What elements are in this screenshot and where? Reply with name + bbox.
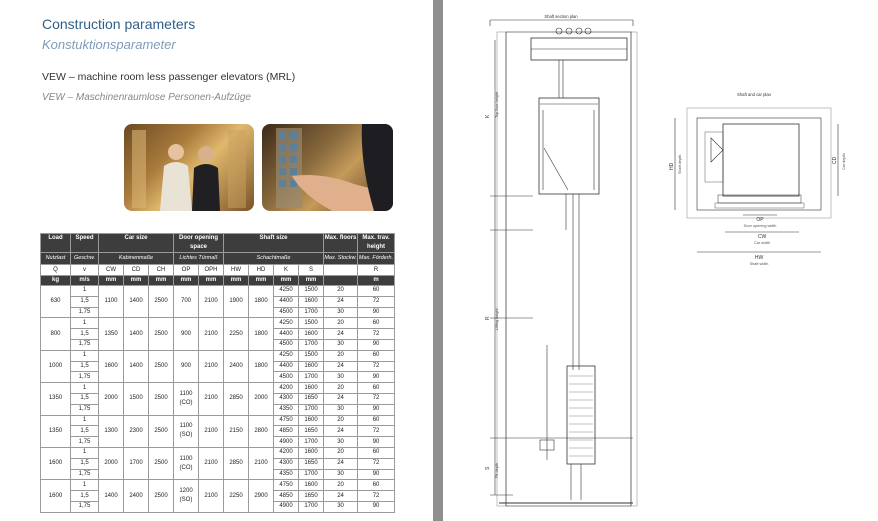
cell-speed: 1: [71, 447, 99, 458]
cell-car-depth: 2300: [124, 415, 149, 447]
cell-max-floors: 20: [324, 415, 358, 426]
cell-speed: 1,75: [71, 307, 99, 318]
cell-max-travel: 60: [358, 447, 395, 458]
page-title-german: Konstuktionsparameter: [42, 37, 176, 52]
symbol-q: Q: [41, 265, 71, 276]
cell-pit-depth: 1600: [299, 447, 324, 458]
unit-kg: kg: [41, 276, 71, 286]
cell-car-width: 1400: [99, 480, 124, 512]
cell-max-travel: 72: [358, 491, 395, 502]
cell-top-floor-height: 4750: [274, 415, 299, 426]
cell-door-width: 1100 (SO): [174, 415, 199, 447]
cell-speed: 1,75: [71, 501, 99, 512]
cell-top-floor-height: 4750: [274, 480, 299, 491]
cell-top-floor-height: 4400: [274, 296, 299, 307]
cell-car-width: 2000: [99, 383, 124, 415]
cell-shaft-width: 2850: [224, 447, 249, 479]
table-row: [41, 415, 395, 426]
cell-car-width: 2000: [99, 447, 124, 479]
header-car-size-de: Kabinenmaße: [99, 253, 174, 265]
unit-mm: mm: [224, 276, 249, 286]
symbol-hd: HD: [249, 265, 274, 276]
cell-pit-depth: 1600: [299, 296, 324, 307]
table-row: [41, 350, 395, 361]
cell-max-floors: 20: [324, 383, 358, 394]
cell-pit-depth: 1600: [299, 415, 324, 426]
plan-title-label: Shaft and car plan: [737, 92, 771, 97]
unit-mm: mm: [274, 276, 299, 286]
cell-max-floors: 24: [324, 393, 358, 404]
table-row: [41, 286, 395, 297]
cell-pit-depth: 1600: [299, 329, 324, 340]
cell-car-width: 1300: [99, 415, 124, 447]
cell-car-height: 2500: [149, 318, 174, 350]
table-row: [41, 383, 395, 394]
cell-top-floor-height: 4350: [274, 469, 299, 480]
cell-max-floors: 30: [324, 307, 358, 318]
cell-door-height: 2100: [199, 447, 224, 479]
hw-dimension-desc: Shaft width: [749, 262, 769, 266]
unit-mm: mm: [199, 276, 224, 286]
cell-max-floors: 30: [324, 469, 358, 480]
table-row: [41, 318, 395, 329]
shaft-car-plan-drawing: [675, 108, 838, 252]
cell-car-depth: 1700: [124, 447, 149, 479]
table-unit-row: [41, 276, 395, 286]
cell-max-floors: 20: [324, 447, 358, 458]
r-dimension-desc: Lifting height: [495, 308, 499, 330]
cell-speed: 1,75: [71, 404, 99, 415]
page-title: Construction parameters: [42, 16, 196, 32]
cell-door-width: 700: [174, 286, 199, 318]
cell-shaft-width: 2400: [224, 350, 249, 382]
cell-max-travel: 90: [358, 339, 395, 350]
cell-max-floors: 24: [324, 426, 358, 437]
cell-shaft-width: 2250: [224, 480, 249, 512]
cell-max-travel: 90: [358, 501, 395, 512]
cell-pit-depth: 1650: [299, 426, 324, 437]
cell-max-floors: 20: [324, 480, 358, 491]
r-dimension-label: R: [485, 316, 491, 320]
cell-load: 1350: [41, 415, 71, 447]
op-dimension-desc: Door opening width: [743, 224, 777, 228]
cell-door-width: 900: [174, 318, 199, 350]
cw-dimension-desc: Car width: [753, 241, 771, 245]
cell-pit-depth: 1650: [299, 393, 324, 404]
cell-max-travel: 72: [358, 426, 395, 437]
shaft-section-drawing: [490, 20, 637, 506]
cell-shaft-width: 2150: [224, 415, 249, 447]
cell-pit-depth: 1500: [299, 318, 324, 329]
op-dimension-label: OP: [756, 217, 764, 223]
s-dimension-label: S: [485, 466, 491, 470]
cell-pit-depth: 1650: [299, 458, 324, 469]
cell-max-floors: 20: [324, 286, 358, 297]
cell-pit-depth: 1600: [299, 480, 324, 491]
cell-max-travel: 72: [358, 296, 395, 307]
cell-pit-depth: 1700: [299, 339, 324, 350]
cell-speed: 1,5: [71, 329, 99, 340]
unit-floors-empty: [324, 276, 358, 286]
header-travel-de: Max. Förderh.: [358, 253, 395, 265]
cell-top-floor-height: 4250: [274, 318, 299, 329]
cell-car-width: 1350: [99, 318, 124, 350]
cell-car-depth: 1400: [124, 318, 149, 350]
cell-max-floors: 30: [324, 404, 358, 415]
cell-speed: 1: [71, 350, 99, 361]
button-panel-illustration: [262, 124, 393, 211]
cell-max-floors: 20: [324, 318, 358, 329]
elevator-button-panel-photo: [262, 124, 393, 211]
cell-car-height: 2500: [149, 286, 174, 318]
unit-m: m: [358, 276, 395, 286]
symbol-op: OP: [174, 265, 199, 276]
cell-car-width: 1600: [99, 350, 124, 382]
unit-mm: mm: [299, 276, 324, 286]
cell-speed: 1: [71, 480, 99, 491]
cell-max-travel: 60: [358, 415, 395, 426]
symbol-s: S: [299, 265, 324, 276]
table-header-german-row: [41, 253, 395, 265]
cell-speed: 1,75: [71, 372, 99, 383]
cell-door-height: 2100: [199, 318, 224, 350]
header-shaft-de: Schachtmaße: [224, 253, 324, 265]
cell-car-depth: 1400: [124, 286, 149, 318]
cell-max-floors: 30: [324, 437, 358, 448]
cell-shaft-depth: 2000: [249, 383, 274, 415]
cell-max-travel: 90: [358, 372, 395, 383]
cell-max-travel: 60: [358, 480, 395, 491]
cell-door-height: 2100: [199, 286, 224, 318]
cell-top-floor-height: 4250: [274, 286, 299, 297]
cell-pit-depth: 1500: [299, 286, 324, 297]
cell-top-floor-height: 4500: [274, 372, 299, 383]
right-page: [443, 0, 878, 521]
cell-speed: 1,5: [71, 361, 99, 372]
cell-door-width: 1200 (SO): [174, 480, 199, 512]
cell-shaft-depth: 1800: [249, 350, 274, 382]
unit-ms: m/s: [71, 276, 99, 286]
k-dimension-desc: Top floor height: [495, 92, 499, 118]
symbol-cd: CD: [124, 265, 149, 276]
cell-door-height: 2100: [199, 480, 224, 512]
cell-pit-depth: 1500: [299, 350, 324, 361]
elevator-passengers-photo: [124, 124, 254, 211]
cell-max-floors: 24: [324, 329, 358, 340]
cell-top-floor-height: 4400: [274, 329, 299, 340]
cell-top-floor-height: 4850: [274, 491, 299, 502]
table-header-row: [41, 234, 395, 253]
cell-pit-depth: 1700: [299, 437, 324, 448]
cell-speed: 1,5: [71, 426, 99, 437]
cell-load: 1600: [41, 480, 71, 512]
technical-drawings: [443, 0, 878, 521]
cell-speed: 1,5: [71, 393, 99, 404]
cell-top-floor-height: 4400: [274, 361, 299, 372]
cell-pit-depth: 1700: [299, 307, 324, 318]
cell-shaft-depth: 1800: [249, 318, 274, 350]
cell-car-height: 2500: [149, 415, 174, 447]
cell-max-travel: 90: [358, 404, 395, 415]
unit-mm: mm: [174, 276, 199, 286]
cell-door-height: 2100: [199, 415, 224, 447]
cell-top-floor-height: 4250: [274, 350, 299, 361]
section-subtitle-german: VEW – Maschinenraumlose Personen-Aufzüge: [42, 92, 251, 103]
cell-car-height: 2500: [149, 480, 174, 512]
cell-car-depth: 2400: [124, 480, 149, 512]
cell-pit-depth: 1700: [299, 469, 324, 480]
cell-speed: 1,75: [71, 437, 99, 448]
cell-door-width: 1100 (CO): [174, 383, 199, 415]
unit-mm: mm: [249, 276, 274, 286]
cell-door-height: 2100: [199, 383, 224, 415]
table-row: [41, 480, 395, 491]
cell-shaft-depth: 2800: [249, 415, 274, 447]
header-load: Load: [41, 234, 71, 253]
symbol-v: v: [71, 265, 99, 276]
cell-max-travel: 72: [358, 458, 395, 469]
cell-shaft-width: 2250: [224, 318, 249, 350]
cell-top-floor-height: 4500: [274, 307, 299, 318]
header-speed-de: Geschw.: [71, 253, 99, 265]
unit-mm: mm: [124, 276, 149, 286]
cell-top-floor-height: 4200: [274, 383, 299, 394]
symbol-oph: OPH: [199, 265, 224, 276]
header-speed: Speed: [71, 234, 99, 253]
cell-door-width: 900: [174, 350, 199, 382]
symbol-hw: HW: [224, 265, 249, 276]
cell-top-floor-height: 4900: [274, 437, 299, 448]
header-shaft-size: Shaft size: [224, 234, 324, 253]
cell-max-floors: 20: [324, 350, 358, 361]
cell-car-depth: 1500: [124, 383, 149, 415]
cell-top-floor-height: 4200: [274, 447, 299, 458]
table-body: [41, 286, 395, 513]
cell-shaft-depth: 1800: [249, 286, 274, 318]
cell-speed: 1,5: [71, 491, 99, 502]
cell-pit-depth: 1700: [299, 372, 324, 383]
cell-max-floors: 30: [324, 372, 358, 383]
cell-max-travel: 90: [358, 307, 395, 318]
cell-max-travel: 60: [358, 383, 395, 394]
symbol-k: K: [274, 265, 299, 276]
cell-load: 1000: [41, 350, 71, 382]
hd-dimension-desc: Shaft depth: [678, 154, 682, 174]
cell-load: 1600: [41, 447, 71, 479]
cell-max-floors: 24: [324, 458, 358, 469]
shaft-section-label: Shaft section plan: [544, 14, 578, 19]
cell-car-height: 2500: [149, 447, 174, 479]
cell-load: 1350: [41, 383, 71, 415]
cw-dimension-label: CW: [757, 234, 767, 240]
cell-car-width: 1100: [99, 286, 124, 318]
header-floors-de: Max. Stockw.: [324, 253, 358, 265]
header-car-size: Car size: [99, 234, 174, 253]
cell-pit-depth: 1700: [299, 404, 324, 415]
cell-shaft-width: 1900: [224, 286, 249, 318]
cell-max-floors: 24: [324, 361, 358, 372]
cell-top-floor-height: 4500: [274, 339, 299, 350]
elevator-passengers-illustration: [124, 124, 254, 211]
hw-dimension-label: HW: [754, 255, 764, 261]
cell-max-travel: 90: [358, 437, 395, 448]
header-max-floors: Max. floors: [324, 234, 358, 253]
cell-max-floors: 24: [324, 296, 358, 307]
cell-speed: 1: [71, 318, 99, 329]
header-door-de: Lichtes Türmaß: [174, 253, 224, 265]
unit-mm: mm: [99, 276, 124, 286]
cell-shaft-depth: 2100: [249, 447, 274, 479]
cell-max-floors: 30: [324, 501, 358, 512]
cell-max-travel: 60: [358, 318, 395, 329]
header-door-opening: Door opening space: [174, 234, 224, 253]
symbol-ch: CH: [149, 265, 174, 276]
cell-pit-depth: 1700: [299, 501, 324, 512]
cell-top-floor-height: 4900: [274, 501, 299, 512]
cell-top-floor-height: 4850: [274, 426, 299, 437]
k-dimension-label: K: [485, 114, 491, 118]
symbol-cw: CW: [99, 265, 124, 276]
symbol-r: R: [358, 265, 395, 276]
cell-max-travel: 90: [358, 469, 395, 480]
cell-door-height: 2100: [199, 350, 224, 382]
cell-speed: 1,5: [71, 458, 99, 469]
cell-speed: 1: [71, 415, 99, 426]
cell-pit-depth: 1600: [299, 361, 324, 372]
cell-speed: 1: [71, 383, 99, 394]
cell-speed: 1,75: [71, 339, 99, 350]
cell-car-height: 2500: [149, 383, 174, 415]
cell-speed: 1,5: [71, 296, 99, 307]
cell-max-travel: 72: [358, 361, 395, 372]
cell-top-floor-height: 4350: [274, 404, 299, 415]
cell-speed: 1,75: [71, 469, 99, 480]
table-symbol-row: [41, 265, 395, 276]
table-row: [41, 447, 395, 458]
symbol-floors-empty: [324, 265, 358, 276]
cell-shaft-width: 2850: [224, 383, 249, 415]
cell-max-travel: 60: [358, 350, 395, 361]
construction-parameters-table: [40, 233, 395, 513]
cell-max-travel: 72: [358, 329, 395, 340]
cell-pit-depth: 1650: [299, 491, 324, 502]
cd-dimension-desc: Car depth: [842, 153, 846, 170]
hd-dimension-label: HD: [669, 162, 675, 170]
cell-car-depth: 1400: [124, 350, 149, 382]
cell-max-travel: 60: [358, 286, 395, 297]
left-page: [0, 0, 433, 521]
cell-pit-depth: 1600: [299, 383, 324, 394]
s-dimension-desc: Pit depth: [495, 463, 499, 478]
cell-top-floor-height: 4300: [274, 393, 299, 404]
unit-mm: mm: [149, 276, 174, 286]
cell-speed: 1: [71, 286, 99, 297]
header-max-travel: Max. trav. height: [358, 234, 395, 253]
cell-max-floors: 24: [324, 491, 358, 502]
cell-max-floors: 30: [324, 339, 358, 350]
cd-dimension-label: CD: [832, 156, 838, 164]
section-subtitle: VEW – machine room less passenger elevators (MRL): [42, 71, 296, 83]
cell-max-travel: 72: [358, 393, 395, 404]
cell-top-floor-height: 4300: [274, 458, 299, 469]
cell-car-height: 2500: [149, 350, 174, 382]
header-load-de: Nutzlast: [41, 253, 71, 265]
cell-shaft-depth: 2900: [249, 480, 274, 512]
cell-load: 800: [41, 318, 71, 350]
cell-load: 630: [41, 286, 71, 318]
cell-door-width: 1100 (CO): [174, 447, 199, 479]
